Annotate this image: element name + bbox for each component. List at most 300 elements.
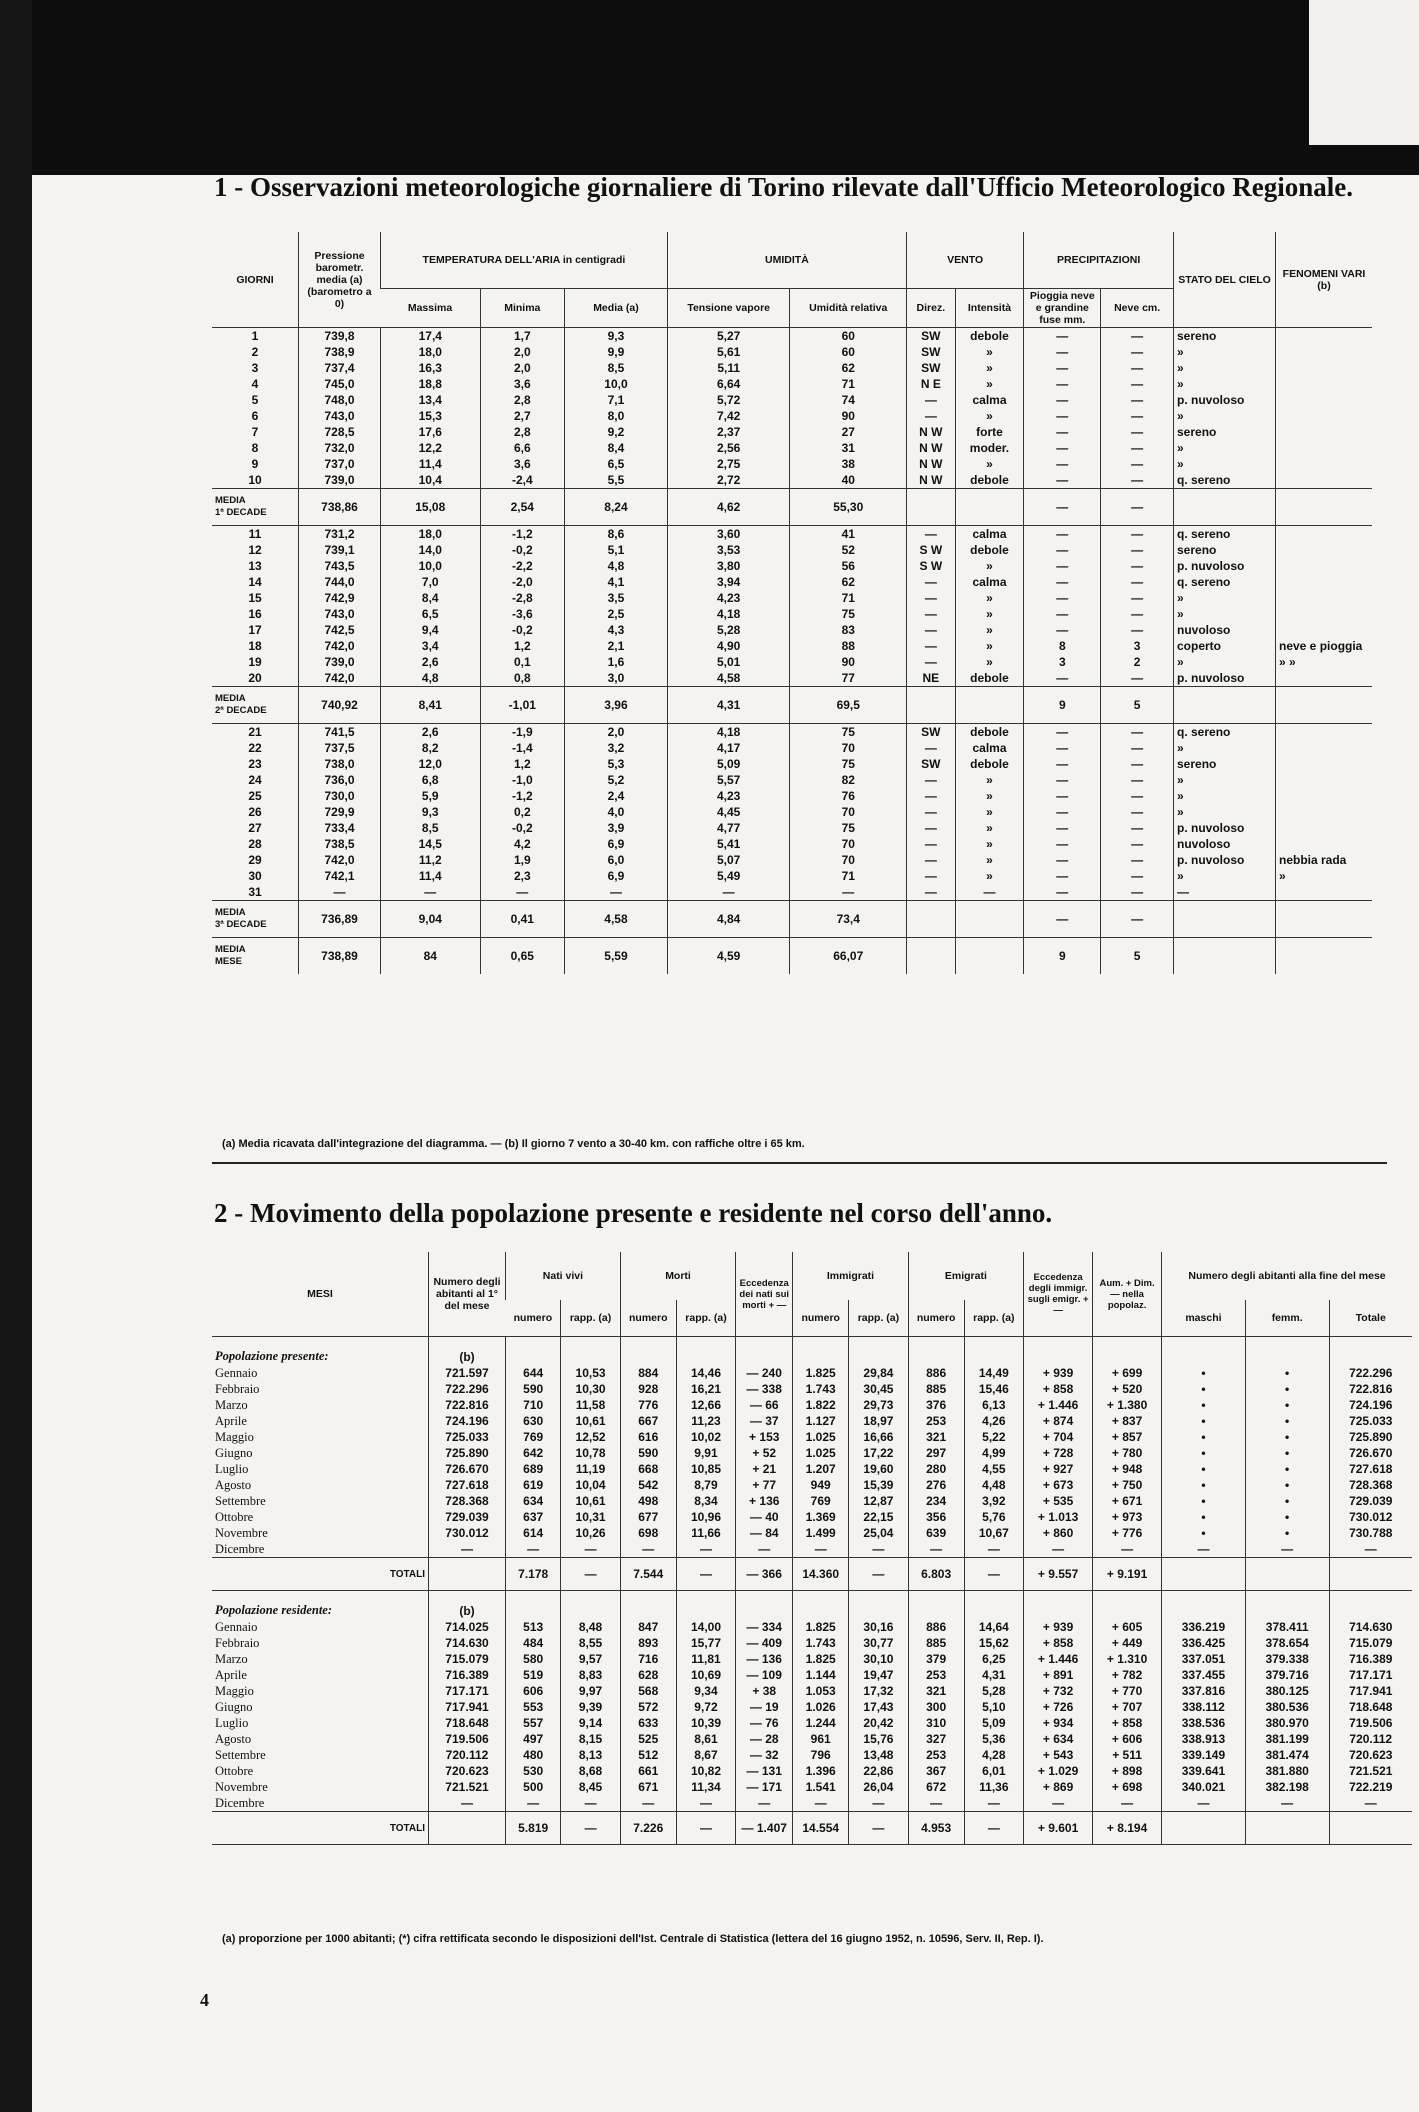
weather-day-row [212, 590, 1372, 606]
population-cell-fe: 381.474 [1245, 1747, 1329, 1763]
weather-cell-nv: — [1101, 392, 1174, 408]
weather-cell-pg: — [1024, 724, 1101, 741]
weather-cell-cielo: » [1174, 804, 1276, 820]
weather-cell-d: 31 [248, 885, 262, 899]
weather-cell-dir: S W [907, 558, 956, 574]
empty-cell [1329, 1591, 1412, 1620]
weather-cell-fen [1276, 376, 1373, 392]
media-cell-mx: 8,41 [381, 687, 481, 724]
population-cell-gr: 4,99 [964, 1445, 1024, 1461]
month-name: Agosto [215, 1478, 252, 1492]
weather-cell-fen [1276, 724, 1373, 741]
population-cell-fe: 378.411 [1245, 1619, 1329, 1635]
weather-cell-int: debole [955, 724, 1024, 741]
population-cell-gn: 321 [908, 1683, 964, 1699]
weather-cell-ur: 38 [790, 456, 907, 472]
weather-cell-ur: 90 [790, 408, 907, 424]
population-cell-ma: • [1162, 1413, 1246, 1429]
weather-cell-tv: 4,77 [667, 820, 790, 836]
population-cell-eg: + 939 [1024, 1619, 1093, 1635]
population-cell-gn: 280 [908, 1461, 964, 1477]
population-cell-n: 717.941 [429, 1699, 506, 1715]
population-cell-ma: — [1162, 1795, 1246, 1812]
weather-cell-ur: 60 [790, 328, 907, 345]
weather-cell-pg: — [1024, 852, 1101, 868]
population-cell-mr: 11,81 [676, 1651, 736, 1667]
weather-cell-d: 8 [251, 441, 259, 455]
population-cell-eg: + 891 [1024, 1667, 1093, 1683]
population-cell-au: + 837 [1093, 1413, 1162, 1429]
population-cell-in: 949 [793, 1477, 849, 1493]
weather-cell-pg: — [1024, 836, 1101, 852]
weather-cell-cielo: » [1174, 868, 1276, 884]
weather-day-row [212, 852, 1372, 868]
population-cell-fe: • [1245, 1365, 1329, 1381]
weather-cell-md: 3,0 [565, 670, 668, 687]
population-cell-mr: 12,66 [676, 1397, 736, 1413]
weather-cell-tv: 2,72 [667, 472, 790, 489]
population-cell-nn: 710 [506, 1397, 561, 1413]
weather-day-row [212, 456, 1372, 472]
weather-cell-md: 2,4 [565, 788, 668, 804]
weather-cell-pg: — [1024, 360, 1101, 376]
population-cell-gr: 4,28 [964, 1747, 1024, 1763]
weather-cell-pg: — [1024, 542, 1101, 558]
weather-cell-mx: 10,0 [381, 558, 481, 574]
media-label-bottom: 1ª DECADE [215, 507, 267, 518]
weather-cell-cielo: sereno [1174, 756, 1276, 772]
weather-cell-nv: 3 [1101, 638, 1174, 654]
population-cell-eg: + 535 [1024, 1493, 1093, 1509]
population-cell-nn: 519 [506, 1667, 561, 1683]
weather-media-row [212, 938, 1372, 975]
population-cell-ma: 337.455 [1162, 1667, 1246, 1683]
weather-cell-d: 22 [248, 741, 262, 755]
population-cell-gr: 4,48 [964, 1477, 1024, 1493]
weather-cell-ur: 70 [790, 740, 907, 756]
weather-cell-nv: — [1101, 456, 1174, 472]
weather-cell-md: 6,9 [565, 836, 668, 852]
population-cell-nr: 9,97 [561, 1683, 621, 1699]
population-cell-in: 1.499 [793, 1525, 849, 1541]
population-cell-in: 1.825 [793, 1651, 849, 1667]
weather-cell-mx: 2,6 [381, 724, 481, 741]
total-cell-ir: — [849, 1558, 909, 1591]
population-cell-ma: — [1162, 1541, 1246, 1558]
population-cell-gr: 3,92 [964, 1493, 1024, 1509]
population-cell-gr: 5,22 [964, 1429, 1024, 1445]
weather-cell-int: » [955, 408, 1024, 424]
month-name: Dicembre [215, 1542, 265, 1556]
weather-cell-fen [1276, 424, 1373, 440]
weather-cell-mn: -1,4 [480, 740, 565, 756]
media-cell-nv: 5 [1101, 687, 1174, 724]
population-cell-en: — 136 [736, 1651, 793, 1667]
weather-cell-nv: — [1101, 590, 1174, 606]
weather-cell-int: » [955, 804, 1024, 820]
population-cell-nr: 10,78 [561, 1445, 621, 1461]
population-cell-gn: 276 [908, 1477, 964, 1493]
hdr-eccedenza-nati: Eccedenza dei nati sui morti + — [736, 1252, 793, 1337]
hdr-nati: Nati vivi [506, 1252, 621, 1300]
population-cell-mn: 628 [620, 1667, 676, 1683]
weather-cell-pg: — [1024, 884, 1101, 901]
population-cell-in: 1.369 [793, 1509, 849, 1525]
weather-cell-cielo: » [1174, 376, 1276, 392]
weather-cell-tv: 5,49 [667, 868, 790, 884]
weather-cell-fen [1276, 804, 1373, 820]
weather-cell-ur: 71 [790, 590, 907, 606]
total-cell-au: + 8.194 [1093, 1812, 1162, 1845]
population-cell-ir: 22,15 [849, 1509, 909, 1525]
weather-cell-d: 20 [248, 671, 262, 685]
population-cell-gr: 11,36 [964, 1779, 1024, 1795]
weather-cell-fen [1276, 670, 1373, 687]
weather-cell-nv: — [1101, 756, 1174, 772]
weather-cell-mx: 11,4 [381, 868, 481, 884]
weather-cell-fen: nebbia rada [1276, 852, 1373, 868]
population-cell-eg: + 1.446 [1024, 1397, 1093, 1413]
population-cell-nn: — [506, 1795, 561, 1812]
weather-cell-int: forte [955, 424, 1024, 440]
weather-cell-cielo: — [1174, 884, 1276, 901]
empty-cell [1024, 1337, 1093, 1366]
population-cell-to: 715.079 [1329, 1635, 1412, 1651]
weather-cell-fen [1276, 836, 1373, 852]
media-label [212, 687, 299, 724]
population-cell-eg: + 634 [1024, 1731, 1093, 1747]
weather-cell-dir: — [907, 622, 956, 638]
population-month-row [212, 1477, 1412, 1493]
weather-cell-ur: 70 [790, 852, 907, 868]
weather-cell-nv: — [1101, 884, 1174, 901]
weather-cell-nv: — [1101, 424, 1174, 440]
month-name: Settembre [215, 1748, 266, 1762]
weather-cell-mx: 15,3 [381, 408, 481, 424]
weather-cell-md: 1,6 [565, 654, 668, 670]
weather-cell-tv: 5,09 [667, 756, 790, 772]
weather-cell-pg: 3 [1024, 654, 1101, 670]
weather-cell-nv: — [1101, 360, 1174, 376]
media-cell-empty [1174, 687, 1276, 724]
scan-top-gap [1309, 0, 1419, 145]
population-cell-fe: 382.198 [1245, 1779, 1329, 1795]
weather-cell-mx: 13,4 [381, 392, 481, 408]
population-cell-eg: + 1.446 [1024, 1651, 1093, 1667]
weather-cell-p: 745,0 [299, 376, 381, 392]
population-cell-n: 720.623 [429, 1763, 506, 1779]
population-cell-au: + 707 [1093, 1699, 1162, 1715]
weather-cell-nv: — [1101, 328, 1174, 345]
weather-cell-dir: N W [907, 456, 956, 472]
weather-cell-int: » [955, 638, 1024, 654]
weather-cell-mn: -1,9 [480, 724, 565, 741]
population-cell-mn: 542 [620, 1477, 676, 1493]
weather-cell-d: 11 [212, 526, 299, 543]
weather-cell-mx: 12,0 [381, 756, 481, 772]
separator-rule [212, 1162, 1387, 1164]
population-cell-ma: 338.913 [1162, 1731, 1246, 1747]
population-cell-mr: 10,82 [676, 1763, 736, 1779]
population-cell-n: 725.890 [429, 1445, 506, 1461]
empty-cell [561, 1591, 621, 1620]
weather-cell-dir: SW [907, 360, 956, 376]
population-cell-n: 714.630 [429, 1635, 506, 1651]
total-cell-in: 14.554 [793, 1812, 849, 1845]
weather-cell-dir: — [907, 590, 956, 606]
weather-cell-p: 729,9 [299, 804, 381, 820]
population-cell-fe: • [1245, 1493, 1329, 1509]
population-cell-gn: 356 [908, 1509, 964, 1525]
population-month-row [212, 1525, 1412, 1541]
weather-cell-d: 5 [251, 393, 259, 407]
population-month-row [212, 1509, 1412, 1525]
weather-cell-cielo: » [1174, 344, 1276, 360]
weather-cell-md: 2,5 [565, 606, 668, 622]
weather-cell-ur: 75 [790, 606, 907, 622]
population-cell-in: 961 [793, 1731, 849, 1747]
weather-cell-mx: 12,2 [381, 440, 481, 456]
population-cell-nr: 10,30 [561, 1381, 621, 1397]
population-cell-nn: 484 [506, 1635, 561, 1651]
weather-cell-int: moder. [955, 440, 1024, 456]
weather-cell-dir: N E [907, 376, 956, 392]
total-cell-nr: — [561, 1558, 621, 1591]
population-cell-gr: 6,13 [964, 1397, 1024, 1413]
population-cell-nr: 11,58 [561, 1397, 621, 1413]
weather-cell-dir: — [907, 788, 956, 804]
weather-cell-mx: 17,4 [381, 328, 481, 345]
weather-cell-tv: 5,28 [667, 622, 790, 638]
population-cell-en: + 52 [736, 1445, 793, 1461]
population-cell-mn: 661 [620, 1763, 676, 1779]
population-cell-in: 1.025 [793, 1429, 849, 1445]
population-cell-mr: 15,77 [676, 1635, 736, 1651]
population-cell-au: + 606 [1093, 1731, 1162, 1747]
population-cell-eg: — [1024, 1795, 1093, 1812]
weather-cell-d: 10 [248, 473, 262, 487]
weather-cell-md: 8,0 [565, 408, 668, 424]
weather-cell-p: 743,0 [299, 408, 381, 424]
weather-cell-ur: 70 [790, 836, 907, 852]
population-cell-nn: 630 [506, 1413, 561, 1429]
population-cell-eg: + 543 [1024, 1747, 1093, 1763]
total-label: TOTALI [212, 1558, 429, 1591]
weather-cell-md: 6,9 [565, 868, 668, 884]
population-cell-in: 1.822 [793, 1397, 849, 1413]
weather-cell-tv: 6,64 [667, 376, 790, 392]
weather-cell-md: 9,2 [565, 424, 668, 440]
empty-cell [849, 1591, 909, 1620]
weather-cell-fen [1276, 772, 1373, 788]
weather-cell-dir: N W [907, 424, 956, 440]
hdr-temperatura: TEMPERATURA DELL'ARIA in centigradi [381, 232, 668, 289]
population-cell-au: + 750 [1093, 1477, 1162, 1493]
weather-cell-mx: 8,5 [381, 820, 481, 836]
population-cell-en: — 240 [736, 1365, 793, 1381]
weather-table [212, 232, 1372, 974]
population-cell-au: + 671 [1093, 1493, 1162, 1509]
population-cell-en: — 66 [736, 1397, 793, 1413]
weather-cell-nv: — [1101, 622, 1174, 638]
weather-cell-mn: 1,2 [480, 756, 565, 772]
population-section-label: Popolazione presente: [215, 1349, 329, 1363]
population-cell-eg: + 858 [1024, 1635, 1093, 1651]
population-cell-to: 722.296 [1329, 1365, 1412, 1381]
weather-cell-d: 25 [248, 789, 262, 803]
weather-cell-ur: 83 [790, 622, 907, 638]
population-cell-mr: 9,91 [676, 1445, 736, 1461]
population-cell-mn: 568 [620, 1683, 676, 1699]
media-cell-md: 4,58 [565, 901, 668, 938]
weather-day-row [212, 804, 1372, 820]
weather-cell-md: 4,1 [565, 574, 668, 590]
weather-cell-mn: 2,3 [480, 868, 565, 884]
empty-cell [561, 1337, 621, 1366]
media-cell-empty [955, 687, 1024, 724]
population-cell-nn: 513 [506, 1619, 561, 1635]
weather-cell-fen [1276, 328, 1373, 345]
media-cell-empty [907, 489, 956, 526]
population-cell-ma: • [1162, 1429, 1246, 1445]
population-cell-fe: • [1245, 1525, 1329, 1541]
population-month-row [212, 1715, 1412, 1731]
population-month-row [212, 1493, 1412, 1509]
weather-cell-int: » [955, 788, 1024, 804]
weather-cell-fen [1276, 526, 1373, 543]
population-cell-mn: 667 [620, 1413, 676, 1429]
population-cell-ma: • [1162, 1445, 1246, 1461]
weather-cell-pg: — [1024, 526, 1101, 543]
weather-cell-mn: -1,2 [480, 788, 565, 804]
population-cell-gr: — [964, 1795, 1024, 1812]
media-cell-empty [1174, 901, 1276, 938]
weather-cell-int: — [955, 884, 1024, 901]
media-cell-pg: — [1024, 489, 1101, 526]
population-cell-nn: 769 [506, 1429, 561, 1445]
weather-cell-p: 739,1 [299, 542, 381, 558]
weather-cell-d: 18 [248, 639, 262, 653]
population-cell-ma: • [1162, 1397, 1246, 1413]
hdr-neve: Neve cm. [1101, 289, 1174, 328]
population-cell-mn: 512 [620, 1747, 676, 1763]
weather-cell-mn: 2,0 [480, 344, 565, 360]
population-cell-gn: 300 [908, 1699, 964, 1715]
weather-cell-nv: — [1101, 408, 1174, 424]
media-cell-ur: 55,30 [790, 489, 907, 526]
population-cell-eg: + 869 [1024, 1779, 1093, 1795]
population-cell-mn: 671 [620, 1779, 676, 1795]
weather-cell-p: 742,1 [299, 868, 381, 884]
population-month-row [212, 1381, 1412, 1397]
weather-day-row [212, 638, 1372, 654]
population-cell-au: + 770 [1093, 1683, 1162, 1699]
population-cell-gn: 234 [908, 1493, 964, 1509]
weather-cell-pg: — [1024, 424, 1101, 440]
weather-cell-mx: 10,4 [381, 472, 481, 489]
weather-cell-int: » [955, 772, 1024, 788]
population-cell-mn: 893 [620, 1635, 676, 1651]
weather-cell-nv: — [1101, 344, 1174, 360]
weather-cell-p: 733,4 [299, 820, 381, 836]
weather-cell-ur: 75 [790, 820, 907, 836]
hdr-mesi: MESI [212, 1252, 429, 1337]
population-cell-ir: 17,22 [849, 1445, 909, 1461]
population-cell-to: — [1329, 1541, 1412, 1558]
population-cell-gn: 885 [908, 1381, 964, 1397]
population-cell-ma: 338.536 [1162, 1715, 1246, 1731]
population-cell-mr: 8,34 [676, 1493, 736, 1509]
weather-cell-p: 744,0 [299, 574, 381, 590]
hdr-fenomeni: FENOMENI VARI (b) [1276, 232, 1373, 328]
population-cell-en: — 338 [736, 1381, 793, 1397]
population-cell-n: 722.296 [429, 1381, 506, 1397]
population-cell-en: — [736, 1541, 793, 1558]
media-cell-empty [907, 901, 956, 938]
weather-cell-mn: 4,2 [480, 836, 565, 852]
weather-cell-d: 2 [251, 345, 259, 359]
empty-cell [506, 1337, 561, 1366]
population-cell-to: 730.788 [1329, 1525, 1412, 1541]
weather-cell-nv: — [1101, 526, 1174, 543]
weather-cell-ur: 62 [790, 574, 907, 590]
empty-cell [736, 1591, 793, 1620]
weather-cell-md: 4,3 [565, 622, 668, 638]
population-cell-to: 719.506 [1329, 1715, 1412, 1731]
population-cell-gr: 6,01 [964, 1763, 1024, 1779]
population-cell-eg: + 860 [1024, 1525, 1093, 1541]
population-month-row [212, 1445, 1412, 1461]
population-cell-gn: 253 [908, 1667, 964, 1683]
population-month-row [212, 1683, 1412, 1699]
weather-cell-md: 4,0 [565, 804, 668, 820]
weather-cell-int: calma [955, 740, 1024, 756]
total-label: TOTALI [212, 1812, 429, 1845]
weather-cell-fen: » » [1276, 654, 1373, 670]
weather-cell-mn: -2,4 [480, 472, 565, 489]
population-month-row [212, 1699, 1412, 1715]
population-cell-mr: 11,34 [676, 1779, 736, 1795]
weather-cell-pg: — [1024, 558, 1101, 574]
media-cell-mx: 9,04 [381, 901, 481, 938]
population-section-label: Popolazione residente: [215, 1603, 333, 1617]
media-label-bottom: 3ª DECADE [215, 919, 267, 930]
population-cell-nn: 642 [506, 1445, 561, 1461]
weather-cell-ur: 71 [790, 376, 907, 392]
population-cell-nr: 11,19 [561, 1461, 621, 1477]
population-cell-en: — 84 [736, 1525, 793, 1541]
hdr-morti-numero: numero [620, 1300, 676, 1337]
weather-day-row [212, 344, 1372, 360]
population-cell-ma: • [1162, 1381, 1246, 1397]
weather-cell-p: 730,0 [299, 788, 381, 804]
month-name: Luglio [215, 1462, 249, 1476]
weather-cell-fen [1276, 558, 1373, 574]
weather-cell-d: 30 [248, 869, 262, 883]
population-cell-mn: 776 [620, 1397, 676, 1413]
media-cell-mn: -1,01 [480, 687, 565, 724]
weather-cell-mn: 2,0 [480, 360, 565, 376]
population-month-row [212, 1365, 1412, 1381]
population-cell-eg: + 874 [1024, 1413, 1093, 1429]
weather-cell-md: 4,8 [565, 558, 668, 574]
weather-cell-mx: 8,4 [381, 590, 481, 606]
weather-cell-md: 8,6 [565, 526, 668, 543]
weather-cell-pg: — [1024, 820, 1101, 836]
weather-cell-dir: — [907, 654, 956, 670]
weather-cell-fen [1276, 884, 1373, 901]
weather-cell-fen [1276, 456, 1373, 472]
